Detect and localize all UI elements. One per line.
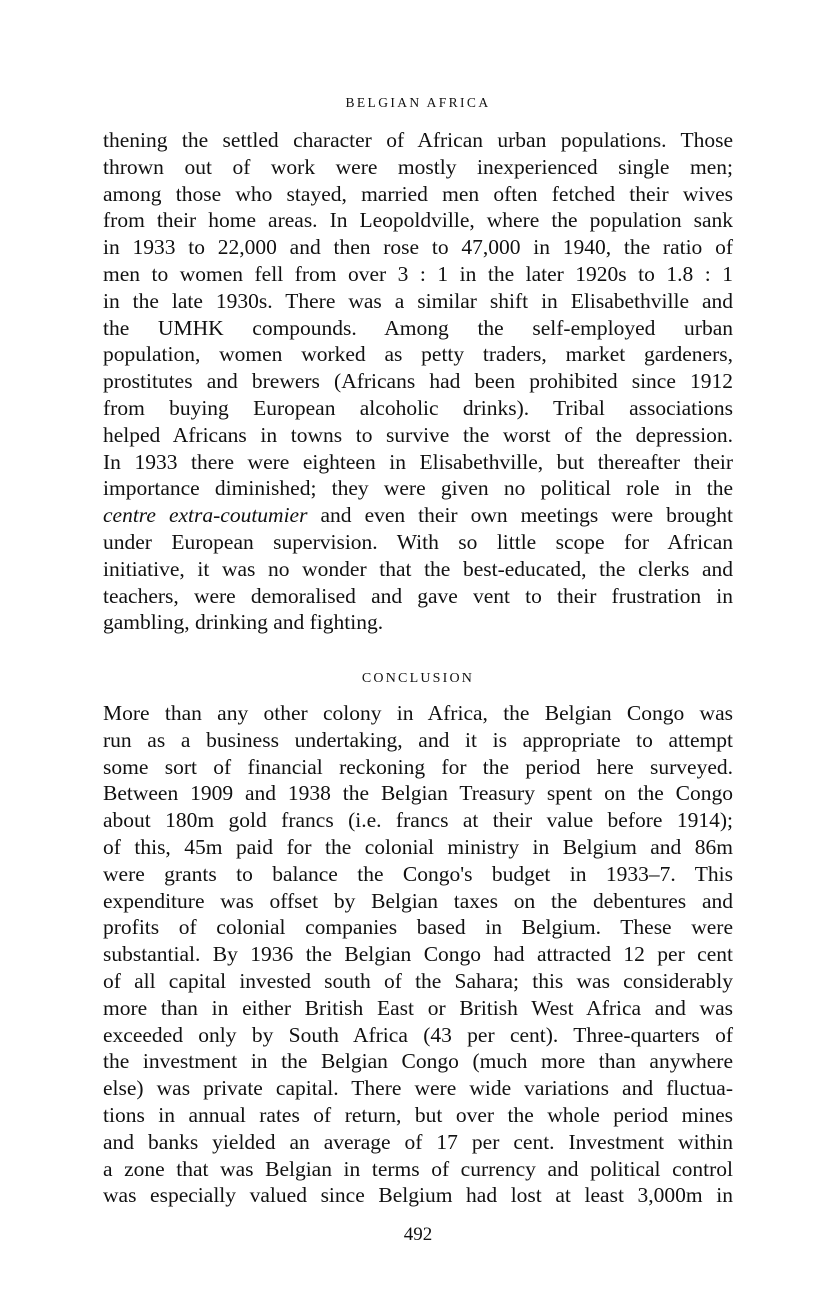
book-page bbox=[103, 0, 733, 1300]
italic-term: centre extra-coutumier bbox=[103, 503, 308, 528]
running-head: BELGIAN AFRICA bbox=[345, 95, 491, 110]
text-line: some sort of financial reckoning for the period here surveyed. bbox=[103, 754, 733, 779]
text-line: more than in either British East or British West Africa and was bbox=[103, 995, 733, 1020]
page-number: 492 bbox=[403, 1224, 433, 1245]
text-line: substantial. By 1936 the Belgian Congo had attracted 12 per cent bbox=[103, 942, 733, 967]
text-line: the investment in the Belgian Congo (much more than anywhere bbox=[103, 1049, 733, 1074]
text-line: thrown out of work were mostly inexperienced single men; bbox=[103, 154, 733, 179]
text-line: about 180m gold francs (i.e. francs at their value before 1914); bbox=[103, 808, 733, 833]
text-line-with-italic bbox=[103, 502, 733, 529]
section-heading: CONCLUSION bbox=[361, 671, 475, 686]
text-line: from their home areas. In Leopoldville, where the population sank bbox=[103, 208, 733, 233]
text-line: of this, 45m paid for the colonial ministry in Belgium and 86m bbox=[103, 834, 733, 859]
text-line: importance diminished; they were given no political role in the bbox=[103, 476, 733, 501]
text-line: initiative, it was no wonder that the best-educated, the clerks and bbox=[103, 556, 733, 581]
text-line: thening the settled character of African urban populations. Those bbox=[103, 128, 733, 152]
text-line: men to women fell from over 3 : 1 in the later 1920s to 1.8 : 1 bbox=[103, 261, 733, 286]
text-line: In 1933 there were eighteen in Elisabethville, but thereafter their bbox=[103, 449, 733, 474]
text-line: else) was private capital. There were wide variations and fluctua- bbox=[103, 1076, 733, 1101]
text-line: exceeded only by South Africa (43 per cent). Three-quarters of bbox=[103, 1022, 733, 1047]
text-line: prostitutes and brewers (Africans had been prohibited since 1912 bbox=[103, 369, 733, 394]
text-line: expenditure was offset by Belgian taxes on the debentures and bbox=[103, 888, 733, 913]
text-line: among those who stayed, married men often fetched their wives bbox=[103, 181, 733, 206]
text-line: More than any other colony in Africa, the Belgian Congo was bbox=[103, 701, 733, 725]
text-line: tions in annual rates of return, but over the whole period mines bbox=[103, 1102, 733, 1127]
text-line: of all capital invested south of the Sahara; this was considerably bbox=[103, 968, 733, 993]
paragraph-urban-populations bbox=[103, 127, 733, 636]
text-line: teachers, were demoralised and gave vent to their frustration in bbox=[103, 583, 733, 608]
text-line: in the late 1930s. There was a similar shift in Elisabethville and bbox=[103, 288, 733, 313]
text-line: run as a business undertaking, and it is appropriate to attempt bbox=[103, 727, 733, 752]
text-line: the UMHK compounds. Among the self-employed urban bbox=[103, 315, 733, 340]
line-remainder: and even their own meetings were brought bbox=[307, 503, 733, 528]
text-line: was especially valued since Belgium had lost at least 3,000m in bbox=[103, 1183, 733, 1208]
text-line: profits of colonial companies based in Belgium. These were bbox=[103, 915, 733, 940]
text-line: in 1933 to 22,000 and then rose to 47,000 in 1940, the ratio of bbox=[103, 235, 733, 260]
text-line: Between 1909 and 1938 the Belgian Treasury spent on the Congo bbox=[103, 781, 733, 806]
text-line: a zone that was Belgian in terms of currency and political control bbox=[103, 1156, 733, 1181]
text-line: and banks yielded an average of 17 per cent. Investment within bbox=[103, 1129, 733, 1154]
paragraph-conclusion bbox=[103, 700, 733, 1209]
text-line: population, women worked as petty traders, market gardeners, bbox=[103, 342, 733, 367]
text-line: gambling, drinking and fighting. bbox=[103, 610, 384, 635]
text-line: under European supervision. With so little scope for African bbox=[103, 529, 733, 554]
text-line: were grants to balance the Congo's budget in 1933–7. This bbox=[103, 861, 733, 886]
text-line: from buying European alcoholic drinks). Tribal associations bbox=[103, 395, 733, 420]
text-line: helped Africans in towns to survive the worst of the depression. bbox=[103, 422, 733, 447]
